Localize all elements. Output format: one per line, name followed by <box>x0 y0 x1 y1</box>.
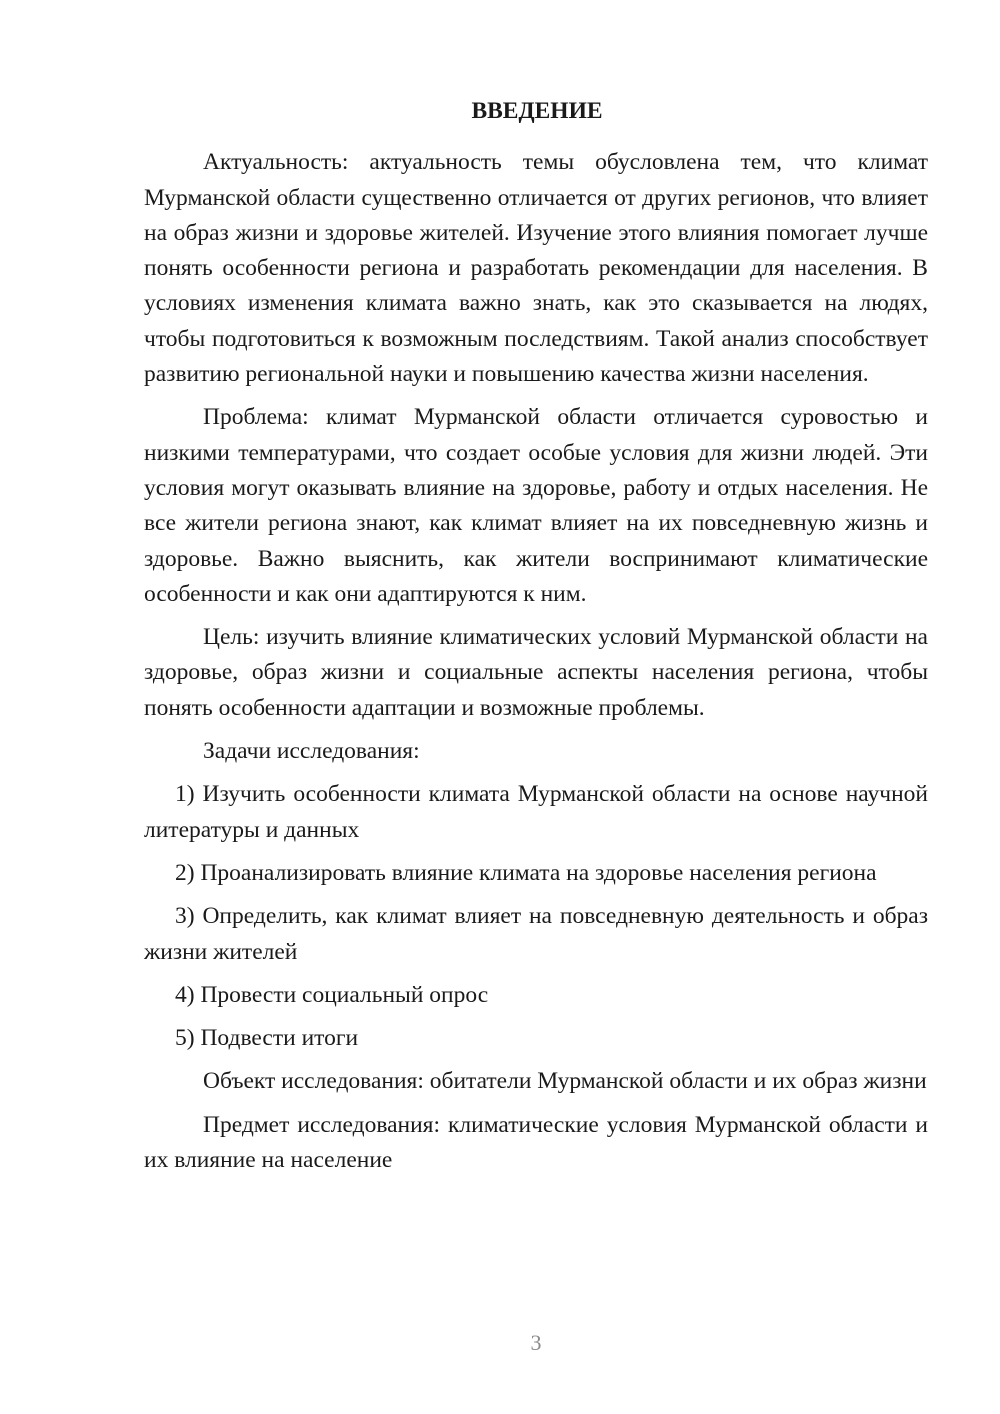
paragraph-relevance: Актуальность: актуальность темы обусловлена тем, что климат Мурманской области существенно отличается от других регионов, что влияет на образ жизни и здоровье жителей. Изучение этого влияния помогает лучше понять особенности региона и разработать рекомендации для населения. В условиях изменения климата важно знать, как это сказывается на людях, чтобы подготовиться к возможным последствиям. Такой анализ способствует развитию региональной науки и повышению качества жизни населения. <box>144 149 928 388</box>
page-number: 3 <box>530 1330 542 1355</box>
paragraph-subject: Предмет исследования: климатические условия Мурманской области и их влияние на население <box>144 1111 928 1174</box>
task-item-1: 1) Изучить особенности климата Мурманской области на основе научной литературы и данных <box>144 781 928 843</box>
paragraph-goal: Цель: изучить влияние климатических условий Мурманской области на здоровье, образ жизни и социальные аспекты населения региона, чтобы понять особенности адаптации и возможные проблемы. <box>144 624 928 721</box>
section-title: ВВЕДЕНИЕ <box>471 98 603 124</box>
tasks-heading: Задачи исследования: <box>203 738 420 765</box>
task-item-4: 4) Провести социальный опрос <box>175 981 489 1008</box>
document-page <box>144 94 928 1186</box>
paragraph-problem: Проблема: климат Мурманской области отличается суровостью и низкими температурами, что создает особые условия для жизни людей. Эти условия могут оказывать влияние на здоровье, работу и отдых населения. Не все жители региона знают, как климат влияет на их повседневную жизнь и здоровье. Важно выяснить, как жители воспринимают климатические особенности и как они адаптируются к ним. <box>144 404 928 607</box>
task-item-5: 5) Подвести итоги <box>175 1025 359 1052</box>
task-item-2: 2) Проанализировать влияние климата на здоровье населения региона <box>175 859 877 886</box>
paragraph-object: Объект исследования: обитатели Мурманской области и их образ жизни <box>203 1068 927 1095</box>
task-item-3: 3) Определить, как климат влияет на повседневную деятельность и образ жизни жителей <box>144 903 928 965</box>
